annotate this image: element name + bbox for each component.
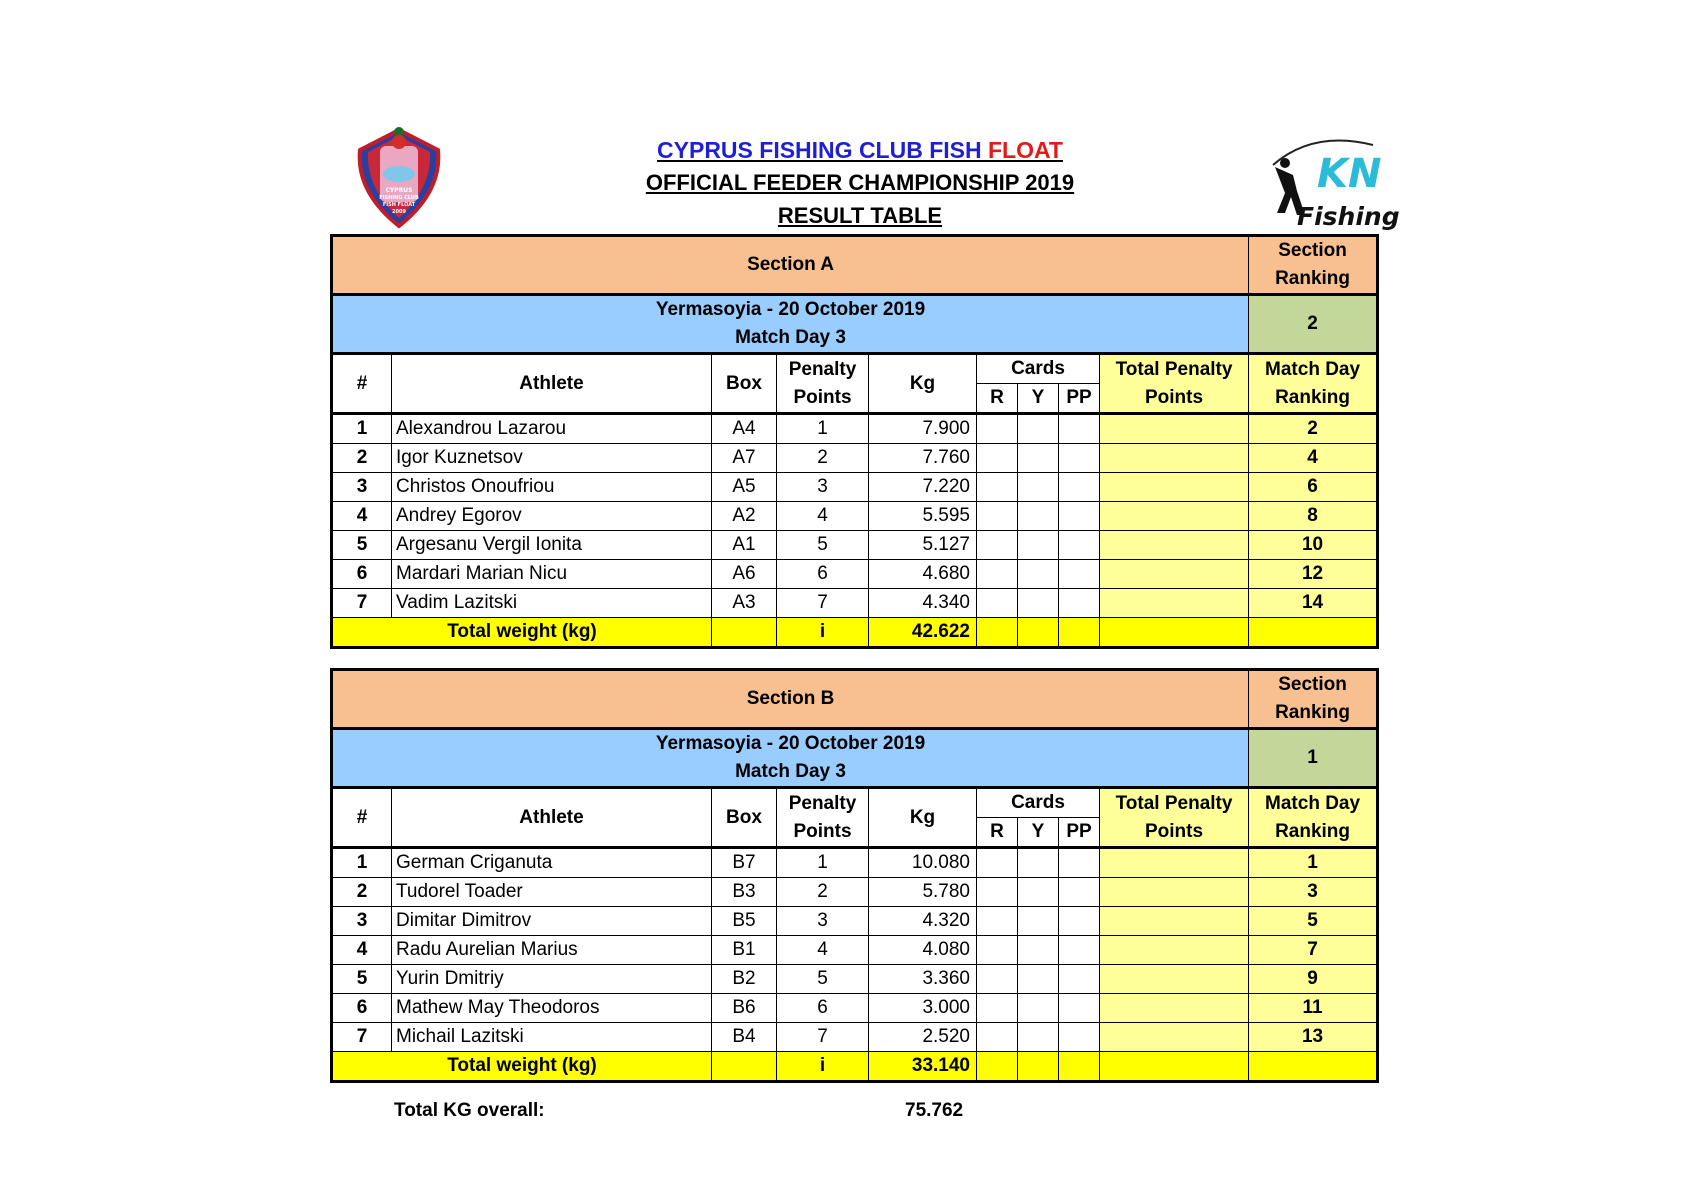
card-pp	[1059, 936, 1100, 965]
club-title-blue: CYPRUS FISHING CLUB FISH	[657, 137, 988, 163]
logo-text-line: FISH FLOAT	[382, 202, 416, 208]
total-marker: i	[777, 618, 869, 648]
card-pp	[1059, 444, 1100, 473]
total-penalty	[1100, 531, 1249, 560]
athlete-row	[332, 414, 1378, 444]
athlete-penalty: 4	[777, 502, 869, 531]
card-r	[977, 473, 1018, 502]
athlete-name: Yurin Dmitriy	[392, 965, 712, 994]
athlete-box: B3	[712, 878, 777, 907]
card-pp	[1059, 907, 1100, 936]
col-header-kg: Kg	[869, 788, 977, 848]
athlete-row	[332, 994, 1378, 1023]
athlete-box: A6	[712, 560, 777, 589]
section-ranking-value: 2	[1249, 295, 1378, 354]
total-penalty	[1100, 560, 1249, 589]
total-weight-label: Total weight (kg)	[332, 1052, 712, 1082]
total-penalty	[1100, 1023, 1249, 1052]
athlete-penalty: 1	[777, 848, 869, 878]
athlete-row	[332, 1023, 1378, 1052]
athlete-row	[332, 965, 1378, 994]
card-r	[977, 878, 1018, 907]
section-ranking-header: Section Ranking	[1249, 236, 1378, 295]
athlete-penalty: 7	[777, 589, 869, 618]
athlete-num: 7	[332, 1023, 392, 1052]
card-pp	[1059, 414, 1100, 444]
athlete-row	[332, 531, 1378, 560]
card-pp	[1059, 848, 1100, 878]
card-r	[977, 502, 1018, 531]
col-header-r: R	[977, 818, 1018, 848]
athlete-penalty: 3	[777, 473, 869, 502]
col-header-pp: PP	[1059, 384, 1100, 414]
logo-text-line: CYPRUS	[385, 187, 413, 194]
card-r	[977, 444, 1018, 473]
card-r	[977, 907, 1018, 936]
card-pp	[1059, 994, 1100, 1023]
section-ranking-header: Section Ranking	[1249, 670, 1378, 729]
logo-text-line: 2009	[392, 209, 406, 215]
col-header-cards: Cards	[977, 354, 1100, 384]
total-penalty	[1100, 473, 1249, 502]
athlete-kg: 7.220	[869, 473, 977, 502]
card-y	[1018, 444, 1059, 473]
athlete-row	[332, 589, 1378, 618]
total-kg: 33.140	[869, 1052, 977, 1082]
match-day-ranking: 3	[1249, 878, 1378, 907]
athlete-kg: 5.595	[869, 502, 977, 531]
venue-text: Yermasoyia - 20 October 2019	[655, 299, 926, 320]
col-header-cards: Cards	[977, 788, 1100, 818]
col-header-penalty: Penalty Points	[777, 788, 869, 848]
athlete-kg: 4.080	[869, 936, 977, 965]
athlete-box: B6	[712, 994, 777, 1023]
result-table-title: RESULT TABLE	[777, 203, 943, 228]
athlete-penalty: 1	[777, 414, 869, 444]
athlete-kg: 5.127	[869, 531, 977, 560]
athlete-penalty: 7	[777, 1023, 869, 1052]
card-y	[1018, 589, 1059, 618]
athlete-num: 1	[332, 848, 392, 878]
athlete-box: B2	[712, 965, 777, 994]
athlete-kg: 5.780	[869, 878, 977, 907]
athlete-name: Michail Lazitski	[392, 1023, 712, 1052]
athlete-kg: 2.520	[869, 1023, 977, 1052]
match-day-ranking: 12	[1249, 560, 1378, 589]
match-day-ranking: 9	[1249, 965, 1378, 994]
card-pp	[1059, 560, 1100, 589]
card-pp	[1059, 965, 1100, 994]
card-pp	[1059, 1023, 1100, 1052]
total-penalty	[1100, 848, 1249, 878]
card-y	[1018, 907, 1059, 936]
venue-text: Yermasoyia - 20 October 2019	[655, 733, 926, 754]
match-day-ranking: 14	[1249, 589, 1378, 618]
col-header-athlete: Athlete	[392, 788, 712, 848]
athlete-num: 7	[332, 589, 392, 618]
club-title	[560, 134, 1160, 166]
overall-label: Total KG overall:	[394, 1100, 545, 1121]
athlete-row	[332, 848, 1378, 878]
athlete-box: B4	[712, 1023, 777, 1052]
athlete-box: A5	[712, 473, 777, 502]
athlete-box: A3	[712, 589, 777, 618]
match-day-text: Match Day 3	[735, 761, 846, 782]
athlete-num: 6	[332, 994, 392, 1023]
col-header-num: #	[332, 788, 392, 848]
section-ranking-value: 1	[1249, 729, 1378, 788]
athlete-penalty: 4	[777, 936, 869, 965]
card-r	[977, 414, 1018, 444]
col-header-match-day-ranking: Match Day Ranking	[1249, 788, 1378, 848]
match-day-ranking: 7	[1249, 936, 1378, 965]
athlete-name: Mardari Marian Nicu	[392, 560, 712, 589]
card-y	[1018, 965, 1059, 994]
athlete-name: Argesanu Vergil Ionita	[392, 531, 712, 560]
match-day-ranking: 5	[1249, 907, 1378, 936]
athlete-penalty: 6	[777, 994, 869, 1023]
card-r	[977, 965, 1018, 994]
card-y	[1018, 936, 1059, 965]
athlete-row	[332, 878, 1378, 907]
card-y	[1018, 531, 1059, 560]
match-day-ranking: 6	[1249, 473, 1378, 502]
match-day-ranking: 11	[1249, 994, 1378, 1023]
card-y	[1018, 878, 1059, 907]
athlete-name: Vadim Lazitski	[392, 589, 712, 618]
col-header-total-penalty: Total Penalty Points	[1100, 354, 1249, 414]
sponsor-logo	[1263, 135, 1400, 235]
athlete-penalty: 5	[777, 965, 869, 994]
athlete-num: 2	[332, 444, 392, 473]
athlete-row	[332, 907, 1378, 936]
athlete-num: 3	[332, 907, 392, 936]
athlete-name: Alexandrou Lazarou	[392, 414, 712, 444]
athlete-name: Andrey Egorov	[392, 502, 712, 531]
sponsor-logo-kn: KN	[1317, 151, 1382, 197]
athlete-penalty: 2	[777, 444, 869, 473]
card-y	[1018, 994, 1059, 1023]
athlete-name: Tudorel Toader	[392, 878, 712, 907]
athlete-kg: 4.320	[869, 907, 977, 936]
athlete-penalty: 2	[777, 878, 869, 907]
total-penalty	[1100, 502, 1249, 531]
card-pp	[1059, 473, 1100, 502]
athlete-name: Dimitar Dimitrov	[392, 907, 712, 936]
athlete-name: Mathew May Theodoros	[392, 994, 712, 1023]
card-y	[1018, 414, 1059, 444]
athlete-row	[332, 936, 1378, 965]
match-day-ranking: 10	[1249, 531, 1378, 560]
card-r	[977, 1023, 1018, 1052]
athlete-kg: 10.080	[869, 848, 977, 878]
document-header	[560, 134, 1160, 232]
col-header-penalty: Penalty Points	[777, 354, 869, 414]
athlete-kg: 3.000	[869, 994, 977, 1023]
athlete-box: B5	[712, 907, 777, 936]
card-r	[977, 589, 1018, 618]
athlete-kg: 7.760	[869, 444, 977, 473]
athlete-kg: 3.360	[869, 965, 977, 994]
athlete-row	[332, 502, 1378, 531]
athlete-name: German Criganuta	[392, 848, 712, 878]
section-title: Section A	[332, 236, 1249, 295]
match-day-text: Match Day 3	[735, 327, 846, 348]
athlete-penalty: 3	[777, 907, 869, 936]
athlete-box: A4	[712, 414, 777, 444]
card-y	[1018, 1023, 1059, 1052]
total-penalty	[1100, 589, 1249, 618]
athlete-name: Igor Kuznetsov	[392, 444, 712, 473]
card-y	[1018, 560, 1059, 589]
total-weight-label: Total weight (kg)	[332, 618, 712, 648]
section-b-table	[330, 668, 1379, 1083]
match-day-ranking: 13	[1249, 1023, 1378, 1052]
card-r	[977, 994, 1018, 1023]
match-day-ranking: 8	[1249, 502, 1378, 531]
match-day-ranking: 1	[1249, 848, 1378, 878]
overall-value: 75.762	[905, 1100, 964, 1121]
athlete-num: 3	[332, 473, 392, 502]
athlete-num: 1	[332, 414, 392, 444]
sponsor-logo-fishing: Fishing	[1297, 202, 1400, 231]
athlete-num: 4	[332, 936, 392, 965]
athlete-name: Radu Aurelian Marius	[392, 936, 712, 965]
card-r	[977, 936, 1018, 965]
athlete-box: A1	[712, 531, 777, 560]
col-header-pp: PP	[1059, 818, 1100, 848]
athlete-num: 5	[332, 965, 392, 994]
athlete-penalty: 6	[777, 560, 869, 589]
total-penalty	[1100, 878, 1249, 907]
card-pp	[1059, 531, 1100, 560]
col-header-box: Box	[712, 354, 777, 414]
total-penalty	[1100, 907, 1249, 936]
logo-text-line: FISHING CLUB	[379, 195, 419, 201]
athlete-kg: 4.680	[869, 560, 977, 589]
col-header-total-penalty: Total Penalty Points	[1100, 788, 1249, 848]
section-title: Section B	[332, 670, 1249, 729]
card-pp	[1059, 589, 1100, 618]
col-header-y: Y	[1018, 818, 1059, 848]
athlete-penalty: 5	[777, 531, 869, 560]
col-header-box: Box	[712, 788, 777, 848]
card-r	[977, 848, 1018, 878]
athlete-num: 5	[332, 531, 392, 560]
athlete-kg: 4.340	[869, 589, 977, 618]
athlete-kg: 7.900	[869, 414, 977, 444]
col-header-r: R	[977, 384, 1018, 414]
total-penalty	[1100, 936, 1249, 965]
athlete-row	[332, 560, 1378, 589]
total-penalty	[1100, 444, 1249, 473]
col-header-y: Y	[1018, 384, 1059, 414]
total-kg: 42.622	[869, 618, 977, 648]
card-pp	[1059, 502, 1100, 531]
card-r	[977, 531, 1018, 560]
club-logo	[350, 122, 448, 232]
athlete-box: A2	[712, 502, 777, 531]
athlete-num: 2	[332, 878, 392, 907]
venue-cell	[332, 295, 1249, 354]
athlete-row	[332, 444, 1378, 473]
venue-cell	[332, 729, 1249, 788]
card-y	[1018, 473, 1059, 502]
athlete-name: Christos Onoufriou	[392, 473, 712, 502]
championship-title: OFFICIAL FEEDER CHAMPIONSHIP 2019	[645, 170, 1075, 195]
col-header-kg: Kg	[869, 354, 977, 414]
total-penalty	[1100, 965, 1249, 994]
total-weight-row	[332, 1052, 1378, 1082]
club-title-red: FLOAT	[988, 137, 1063, 163]
col-header-athlete: Athlete	[392, 354, 712, 414]
total-penalty	[1100, 414, 1249, 444]
total-marker: i	[777, 1052, 869, 1082]
athlete-num: 6	[332, 560, 392, 589]
athlete-box: B1	[712, 936, 777, 965]
card-y	[1018, 502, 1059, 531]
total-weight-row	[332, 618, 1378, 648]
card-r	[977, 560, 1018, 589]
col-header-match-day-ranking: Match Day Ranking	[1249, 354, 1378, 414]
col-header-num: #	[332, 354, 392, 414]
match-day-ranking: 2	[1249, 414, 1378, 444]
athlete-box: A7	[712, 444, 777, 473]
match-day-ranking: 4	[1249, 444, 1378, 473]
athlete-row	[332, 473, 1378, 502]
card-y	[1018, 848, 1059, 878]
section-a-table	[330, 234, 1379, 649]
athlete-num: 4	[332, 502, 392, 531]
total-penalty	[1100, 994, 1249, 1023]
athlete-box: B7	[712, 848, 777, 878]
card-pp	[1059, 878, 1100, 907]
